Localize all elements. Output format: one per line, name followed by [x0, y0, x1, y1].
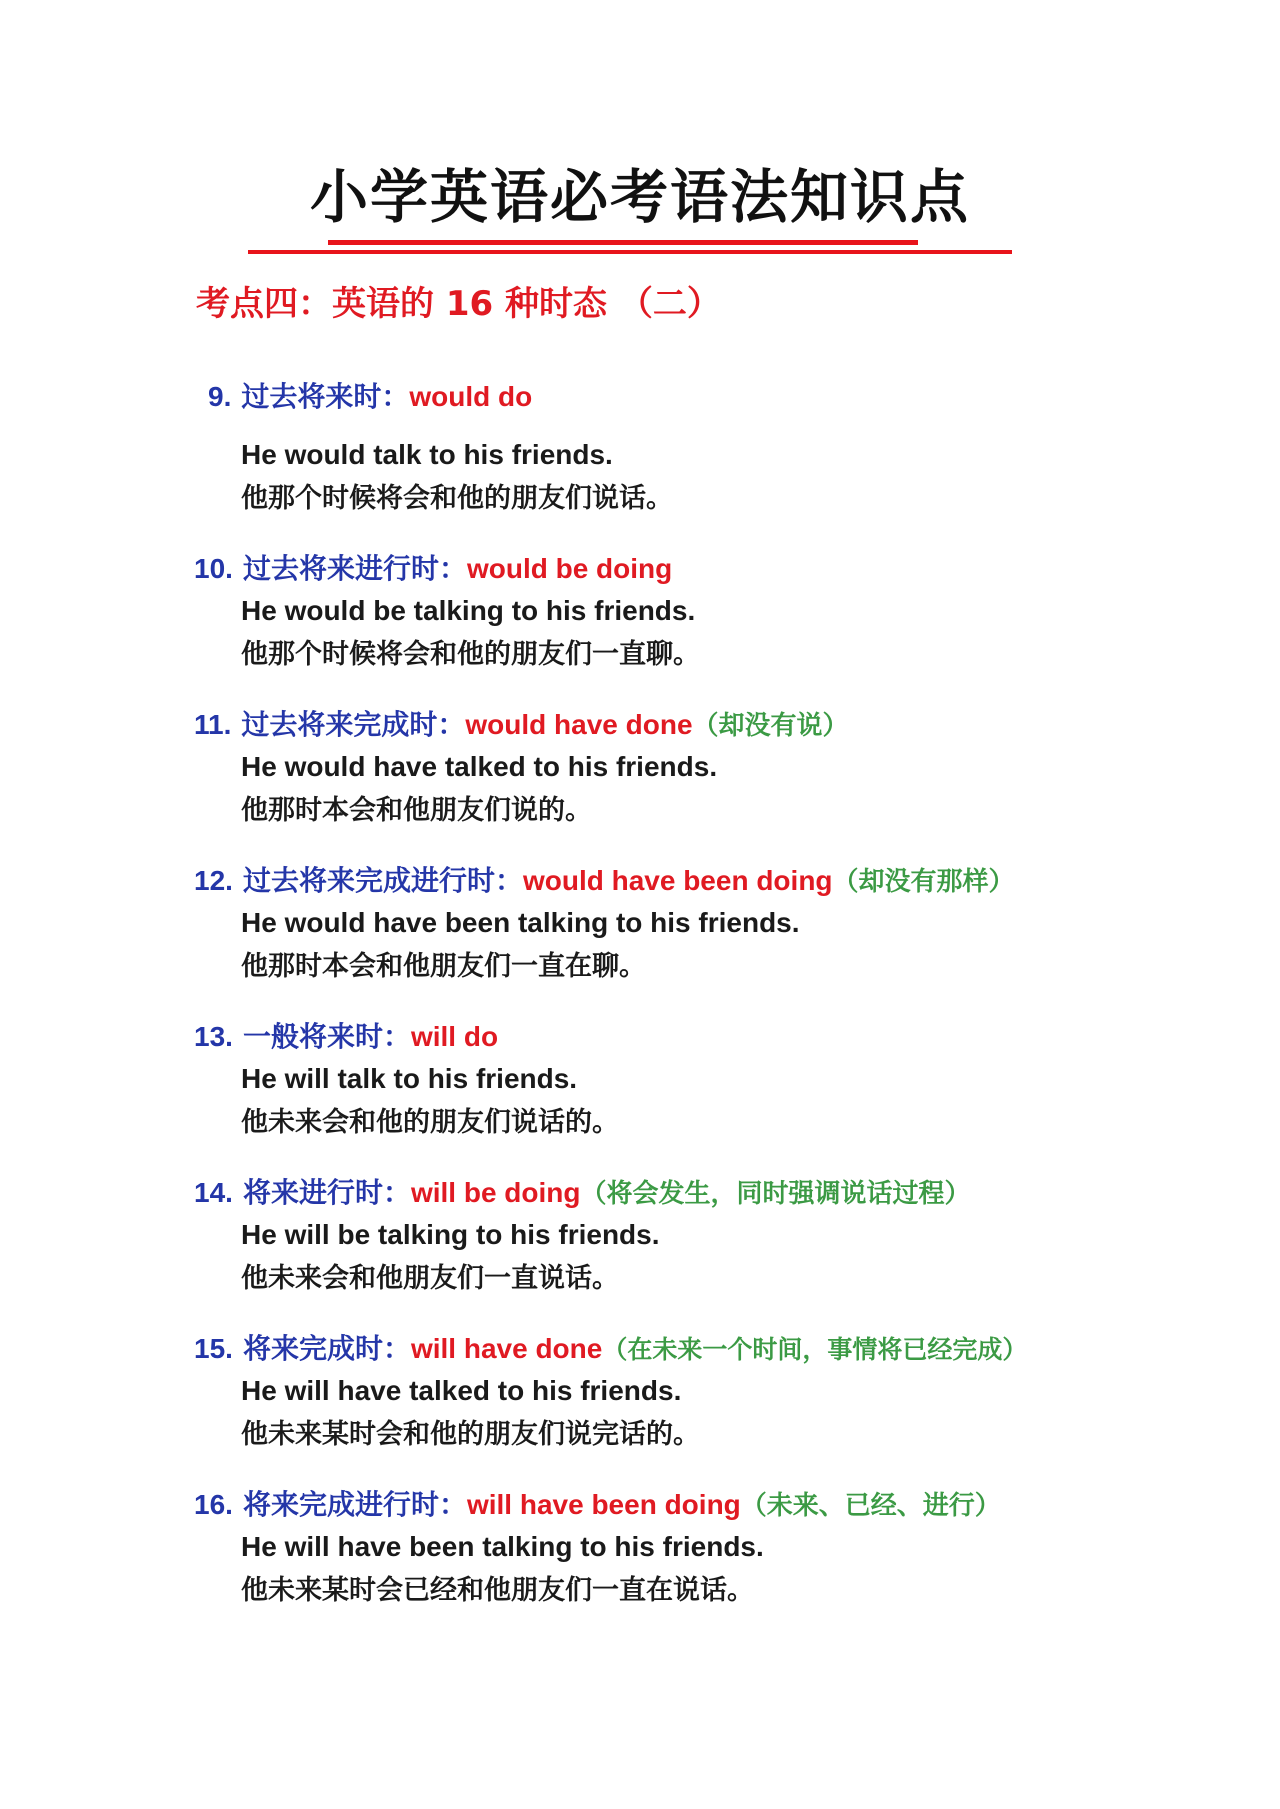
chinese-translation: 他那时本会和他朋友们说的。: [241, 795, 592, 826]
tense-heading: [208, 380, 532, 415]
tense-formula: will do: [410, 1021, 499, 1052]
title-underline-top: [328, 240, 918, 245]
chinese-translation: 他那时本会和他朋友们一直在聊。: [241, 951, 646, 982]
chinese-translation: 他那个时候将会和他的朋友们说话。: [241, 483, 673, 514]
chinese-translation: 他未来会和他朋友们一直说话。: [241, 1263, 619, 1294]
title-underline-bottom: [248, 250, 1012, 254]
tense-note: （却没有说）: [692, 711, 849, 741]
chinese-translation: 他未来某时会和他的朋友们说完话的。: [241, 1419, 700, 1450]
page-title: 小学英语必考语法知识点: [309, 163, 970, 231]
tense-formula: would do: [409, 381, 533, 412]
item-number: 10.: [194, 553, 233, 584]
tense-heading: [194, 1176, 971, 1211]
item-number: 15.: [194, 1333, 233, 1364]
tense-note: （却没有那样）: [832, 867, 1015, 897]
tense-note: （未来、已经、进行）: [740, 1491, 1001, 1521]
tense-formula: would have done: [465, 709, 693, 740]
english-example: He would have been talking to his friends.: [241, 907, 800, 938]
item-number: 11.: [194, 709, 232, 740]
tense-formula: would have been doing: [522, 865, 833, 896]
english-example: He would talk to his friends.: [241, 439, 613, 470]
tense-name: 将来进行时：: [242, 1176, 411, 1209]
english-example: He will have talked to his friends.: [241, 1375, 682, 1406]
tense-heading: [194, 864, 1015, 899]
tense-heading: [194, 708, 849, 743]
english-example: He would be talking to his friends.: [241, 595, 696, 626]
tense-note: （在未来一个时间，事情将已经完成）: [602, 1335, 1028, 1364]
tense-name: 过去将来完成进行时：: [242, 864, 523, 897]
english-example: He would have talked to his friends.: [241, 751, 718, 782]
english-example: He will be talking to his friends.: [241, 1219, 660, 1250]
item-number: 9.: [208, 381, 232, 412]
section-heading: 考点四：英语的 16 种时态 （二）: [196, 284, 721, 324]
tense-formula: will have done: [410, 1333, 603, 1364]
english-example: He will have been talking to his friends.: [241, 1531, 764, 1562]
chinese-translation: 他未来某时会已经和他朋友们一直在说话。: [241, 1575, 754, 1606]
tense-name: 过去将来完成时：: [241, 708, 466, 741]
tense-name: 将来完成进行时：: [242, 1488, 467, 1521]
tense-heading: [194, 1332, 1027, 1367]
item-number: 16.: [194, 1489, 233, 1520]
tense-formula: will have been doing: [466, 1489, 741, 1520]
tense-name: 过去将来时：: [241, 380, 410, 413]
tense-note: （将会发生，同时强调说话过程）: [580, 1179, 971, 1209]
tense-heading: [194, 552, 672, 587]
tense-name: 一般将来时：: [242, 1020, 411, 1053]
chinese-translation: 他那个时候将会和他的朋友们一直聊。: [241, 639, 700, 670]
item-number: 12.: [194, 865, 233, 896]
tense-heading: [194, 1020, 498, 1055]
item-number: 14.: [194, 1177, 233, 1208]
tense-name: 将来完成时：: [242, 1332, 411, 1365]
tense-formula: will be doing: [410, 1177, 581, 1208]
tense-formula: would be doing: [466, 553, 673, 584]
item-number: 13.: [194, 1021, 233, 1052]
tense-name: 过去将来进行时：: [242, 552, 467, 585]
tense-heading: [194, 1488, 1001, 1523]
chinese-translation: 他未来会和他的朋友们说话的。: [241, 1107, 619, 1138]
english-example: He will talk to his friends.: [241, 1063, 578, 1094]
